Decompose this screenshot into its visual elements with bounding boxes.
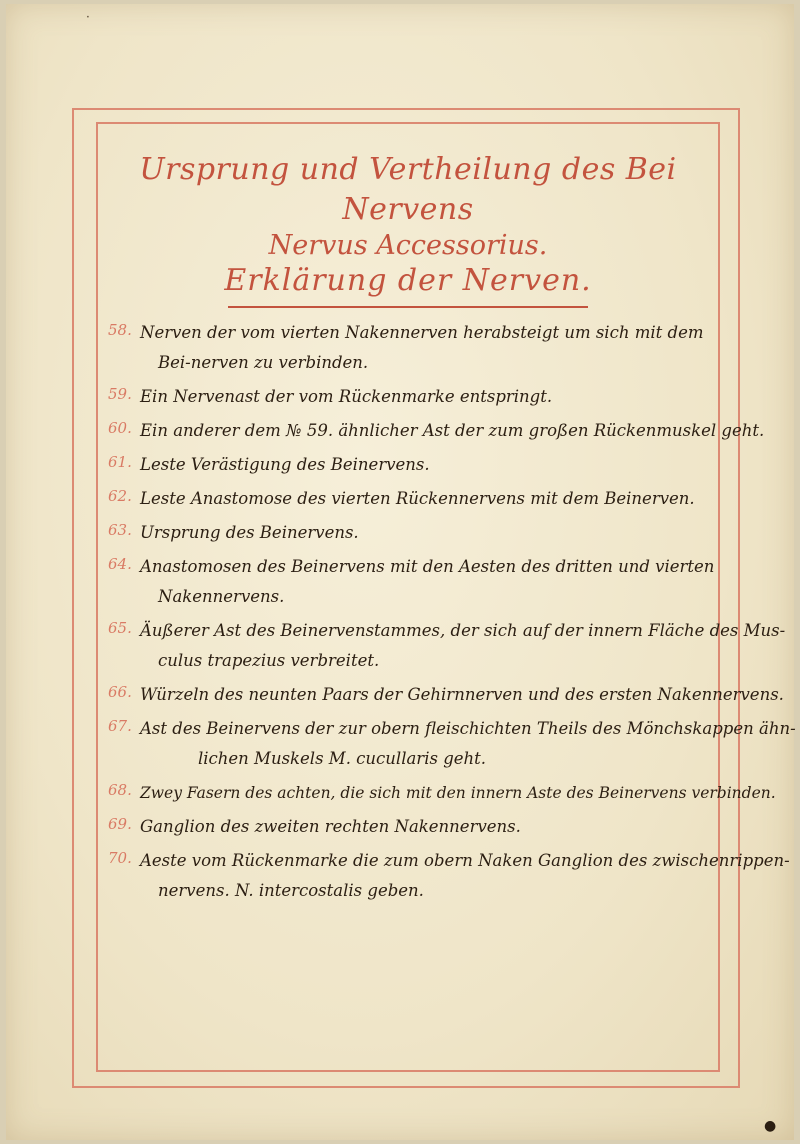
entry-69 <box>108 812 718 842</box>
entry-number: 70. <box>108 849 132 867</box>
title-line-2: Nervus Accessorius. <box>268 230 548 261</box>
entry-text: Leste Verästigung des Beinervens. <box>140 455 430 474</box>
entry-number: 65. <box>108 619 132 637</box>
entry-number: 68. <box>108 781 132 799</box>
entry-text: Äußerer Ast des Beinervenstammes, der sich auf der innern Fläche des Mus- <box>140 621 786 640</box>
entry-number: 58. <box>108 321 132 339</box>
entry-number: 67. <box>108 717 132 735</box>
entry-60 <box>108 416 765 446</box>
entry-70 <box>108 846 790 906</box>
entry-number: 64. <box>108 555 132 573</box>
entry-text: Ganglion des zweiten rechten Nakennervens. <box>140 817 521 836</box>
document-header <box>110 150 706 308</box>
entry-text-continued: culus trapezius verbreitet. <box>158 651 380 670</box>
entry-number: 69. <box>108 815 132 833</box>
entry-64 <box>108 552 718 612</box>
entry-67 <box>108 714 796 774</box>
ink-speck: ‧ <box>86 10 90 24</box>
entry-text-continued: Nakennervens. <box>158 587 285 606</box>
entry-number: 62. <box>108 487 132 505</box>
entry-text: Würzeln des neunten Paars der Gehirnnerven und des ersten Nakennervens. <box>140 685 784 704</box>
title-line-3: Erklärung der Nerven. <box>224 263 592 298</box>
entry-number: 59. <box>108 385 132 403</box>
entry-68 <box>108 778 776 808</box>
title-underline <box>228 306 588 308</box>
entry-63 <box>108 518 718 548</box>
entry-62 <box>108 484 718 514</box>
entry-text: Ein Nervenast der vom Rückenmarke entspringt. <box>140 387 553 406</box>
entry-number: 66. <box>108 683 132 701</box>
entry-text: Anastomosen des Beinervens mit den Aesten des dritten und vierten <box>140 557 715 576</box>
entry-number: 61. <box>108 453 132 471</box>
entry-text: Ast des Beinervens der zur obern fleischichten Theils des Mönchskappen ähn- <box>140 719 796 738</box>
entry-text: Leste Anastomose des vierten Rückennervens mit dem Beinerven. <box>140 489 695 508</box>
entry-text-continued: nervens. N. intercostalis geben. <box>158 881 424 900</box>
entry-text-continued: lichen Muskels M. cucullaris geht. <box>198 749 487 768</box>
entry-list <box>108 318 796 910</box>
entry-58 <box>108 318 718 378</box>
entry-66 <box>108 680 784 710</box>
entry-text: Nerven der vom vierten Nakennerven herabsteigt um sich mit dem <box>140 323 704 342</box>
entry-65 <box>108 616 786 676</box>
entry-text: Aeste vom Rückenmarke die zum obern Naken Ganglion des zwischenrippen- <box>140 851 790 870</box>
entry-text: Ursprung des Beinervens. <box>140 523 359 542</box>
entry-text-continued: Bei-nerven zu verbinden. <box>158 353 369 372</box>
entry-61 <box>108 450 718 480</box>
entry-number: 60. <box>108 419 132 437</box>
entry-number: 63. <box>108 521 132 539</box>
ink-speck-bottom: ● <box>764 1118 777 1134</box>
entry-text: Zwey Fasern des achten, die sich mit den innern Aste des Beinervens verbinden. <box>140 784 776 802</box>
entry-text: Ein anderer dem № 59. ähnlicher Ast der zum großen Rückenmuskel geht. <box>140 421 765 440</box>
title-line-1: Ursprung und Vertheilung des Bei Nervens <box>139 152 677 227</box>
entry-59 <box>108 382 718 412</box>
